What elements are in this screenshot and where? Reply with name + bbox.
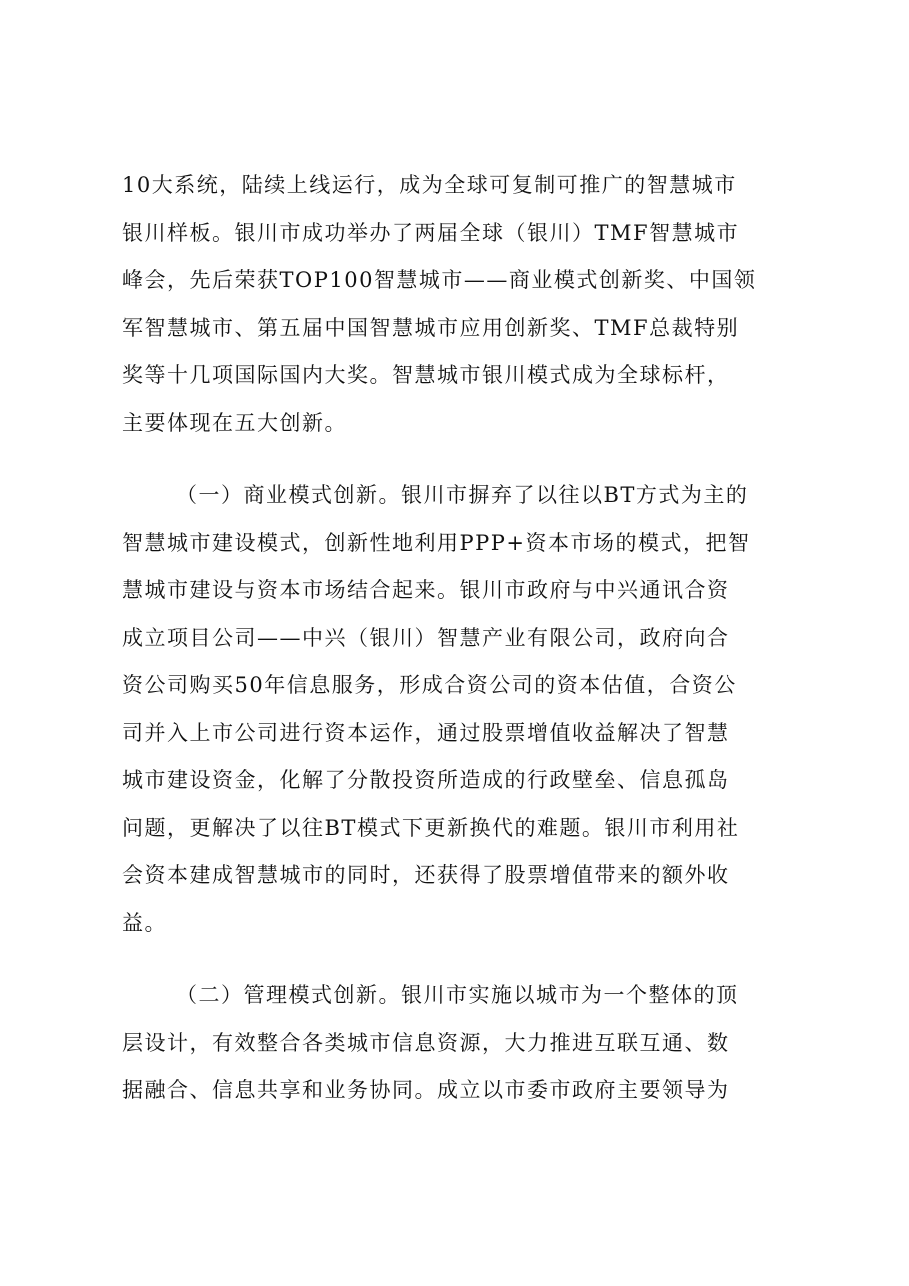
paragraph-2-line-5: 资公司购买50年信息服务，形成合资公司的资本估值，合资公 — [122, 673, 737, 697]
paragraph-1-line-4: 军智慧城市、第五届中国智慧城市应用创新奖、TMF总裁特别 — [122, 316, 740, 340]
paragraph-2-line-2: 智慧城市建设模式，创新性地利用PPP+资本市场的模式，把智 — [122, 531, 751, 555]
paragraph-3-line-3: 据融合、信息共享和业务协同。成立以市委市政府主要领导为 — [122, 1078, 730, 1102]
paragraph-3-line-1: （二）管理模式创新。银川市实施以城市为一个整体的顶 — [176, 983, 739, 1007]
paragraph-2-line-3: 慧城市建设与资本市场结合起来。银川市政府与中兴通讯合资 — [122, 578, 730, 602]
paragraph-2-line-7: 城市建设资金，化解了分散投资所造成的行政壁垒、信息孤岛 — [122, 768, 730, 792]
paragraph-2-line-6: 司并入上市公司进行资本运作，通过股票增值收益解决了智慧 — [122, 721, 730, 745]
paragraph-1-line-6: 主要体现在五大创新。 — [122, 411, 347, 435]
paragraph-1-line-1: 10大系统，陆续上线运行，成为全球可复制可推广的智慧城市 — [122, 173, 737, 197]
paragraph-2-line-10: 益。 — [122, 911, 167, 935]
paragraph-2-line-1: （一）商业模式创新。银川市摒弃了以往以BT方式为主的 — [176, 483, 749, 507]
paragraph-3-line-2: 层设计，有效整合各类城市信息资源，大力推进互联互通、数 — [122, 1031, 730, 1055]
paragraph-1-line-3: 峰会，先后荣获TOP100智慧城市——商业模式创新奖、中国领 — [122, 268, 757, 292]
paragraph-2-line-8: 问题，更解决了以往BT模式下更新换代的难题。银川市利用社 — [122, 816, 740, 840]
paragraph-1-line-2: 银川样板。银川市成功举办了两届全球（银川）TMF智慧城市 — [122, 221, 740, 245]
paragraph-2-line-4: 成立项目公司——中兴（银川）智慧产业有限公司，政府向合 — [122, 626, 730, 650]
paragraph-1-line-5: 奖等十几项国际国内大奖。智慧城市银川模式成为全球标杆， — [122, 363, 730, 387]
paragraph-2-line-9: 会资本建成智慧城市的同时，还获得了股票增值带来的额外收 — [122, 863, 730, 887]
